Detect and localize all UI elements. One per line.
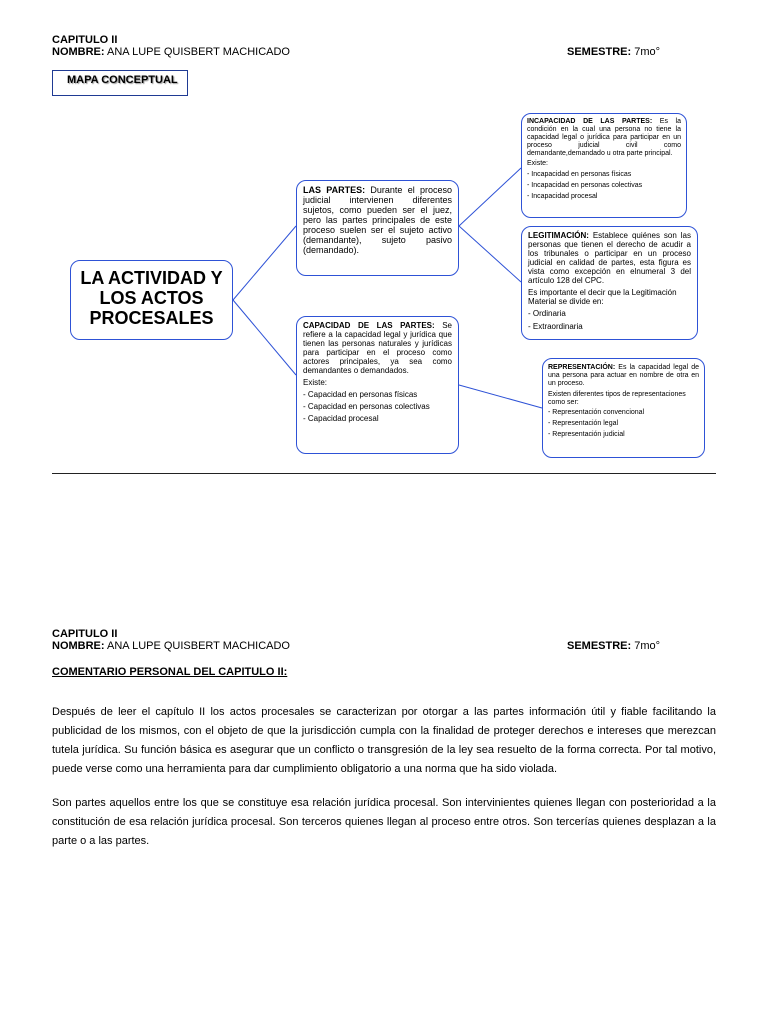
capacidad-item: - Capacidad procesal: [303, 414, 379, 423]
semester-value-2: 7mo°: [631, 640, 661, 652]
representacion-label: REPRESENTACIÓN:: [548, 364, 616, 371]
name-label: NOMBRE:: [52, 46, 105, 58]
page-divider: [52, 473, 716, 474]
name-line-2: [52, 640, 290, 652]
name-value-2: ANA LUPE QUISBERT MACHICADO: [104, 640, 290, 652]
representacion-existe: Existen diferentes tipos de representaciones como ser:: [548, 391, 686, 406]
incapacidad-existe: Existe:: [527, 160, 549, 167]
incapacidad-item: - Incapacidad en personas físicas: [527, 171, 632, 178]
name-value: ANA LUPE QUISBERT MACHICADO: [104, 46, 290, 58]
partes-label: LAS PARTES:: [303, 185, 366, 195]
semester-value: 7mo°: [631, 46, 661, 58]
comment-paragraph-1: Después de leer el capítulo II los actos procesales se caracterizan por otorgar a las partes información útil y fiable facilitando la publicidad de los mismos, con el objeto de que la jurisdicción cumpla con la finalidad de proteger derechos e intereses que merezcan tutela jurídica. Su función básica es asegurar que un conflicto o transgresión de la ley sea resuelto de la forma correcta. Por tal motivo, puede verse como una herramienta para dar cumplimiento obligatorio a una norma que ha sido violada.: [52, 706, 716, 775]
incapacidad-item: - Incapacidad procesal: [527, 193, 598, 200]
semester-label: SEMESTRE:: [567, 46, 632, 58]
legitimacion-label: LEGITIMACIÓN:: [528, 231, 589, 240]
incapacidad-label: INCAPACIDAD DE LAS PARTES:: [527, 118, 653, 125]
comment-paragraph-2: Son partes aquellos entre los que se constituye esa relación jurídica procesal. Son intervinientes quienes llegan con posterioridad a la constitución de esa relación jurídica procesal. Son terceros quienes llegan al proceso entre otros. Son tercerías quienes desplazan a la parte o a las partes.: [52, 797, 716, 847]
chapter-heading-2: CAPITULO II: [52, 628, 118, 640]
representacion-item: - Representación convencional: [548, 409, 645, 416]
link-root-partes: [233, 226, 296, 300]
capacidad-existe: Existe:: [303, 378, 328, 387]
root-concept-node: LA ACTIVIDAD Y LOS ACTOS PROCESALES: [70, 260, 233, 340]
legitimacion-text: Establece quiénes son las personas que tienen el derecho de acudir a los tribunales o participar en un proceso judicial en calidad de partes, esta figura es vista como excepción en elnumeral 3 del artículo 128 del CPC.: [528, 231, 691, 285]
incapacidad-text: Es la condición en la cual una persona no tiene la capacidad legal o jurídica para participar en un proceso judicial civil como demandante,demandado u otra parte principal.: [527, 118, 681, 157]
legitimacion-item: - Ordinaria: [528, 309, 566, 318]
semester-line-2: [567, 640, 660, 652]
representacion-item: - Representación judicial: [548, 431, 625, 438]
chapter-heading: CAPITULO II: [52, 34, 118, 46]
representacion-text: Es la capacidad legal de una persona para actuar en nombre de otra en un proceso.: [548, 364, 699, 387]
legitimacion-item: - Extraordinaria: [528, 322, 583, 331]
link-partes-legitimacion: [459, 226, 521, 282]
link-capacidad-representacion: [459, 385, 542, 408]
incapacidad-item: - Incapacidad en personas colectivas: [527, 182, 643, 189]
partes-text: Durante el proceso judicial intervienen diferentes sujetos, como pueden ser el juez, pero las partes principales de este proceso suelen ser el sujeto activo (demandante), sujeto pasivo (demandado).: [303, 185, 453, 255]
semester-label-2: SEMESTRE:: [567, 640, 632, 652]
incapacidad-node: [521, 113, 687, 218]
representacion-item: - Representación legal: [548, 420, 619, 427]
map-title-box: MAPA CONCEPTUAL: [52, 70, 188, 96]
representacion-node: [542, 358, 705, 458]
capacidad-item: - Capacidad en personas físicas: [303, 390, 418, 399]
partes-node: [296, 180, 459, 276]
name-label-2: NOMBRE:: [52, 640, 105, 652]
comment-title: COMENTARIO PERSONAL DEL CAPITULO II:: [52, 666, 288, 678]
legitimacion-note: Es importante el decir que la Legitimación Material se divide en:: [528, 288, 677, 306]
capacidad-label: CAPACIDAD DE LAS PARTES:: [303, 321, 435, 330]
capacidad-node: [296, 316, 459, 454]
legitimacion-node: [521, 226, 698, 340]
capacidad-text: Se refiere a la capacidad legal y jurídica que tienen las personas naturales y jurídicas para participar en el proceso como actores principales, ya sea como demandantes o demandados.: [303, 321, 452, 375]
link-root-capacidad: [233, 300, 296, 375]
link-partes-incapacidad: [459, 168, 521, 226]
capacidad-item: - Capacidad en personas colectivas: [303, 402, 430, 411]
